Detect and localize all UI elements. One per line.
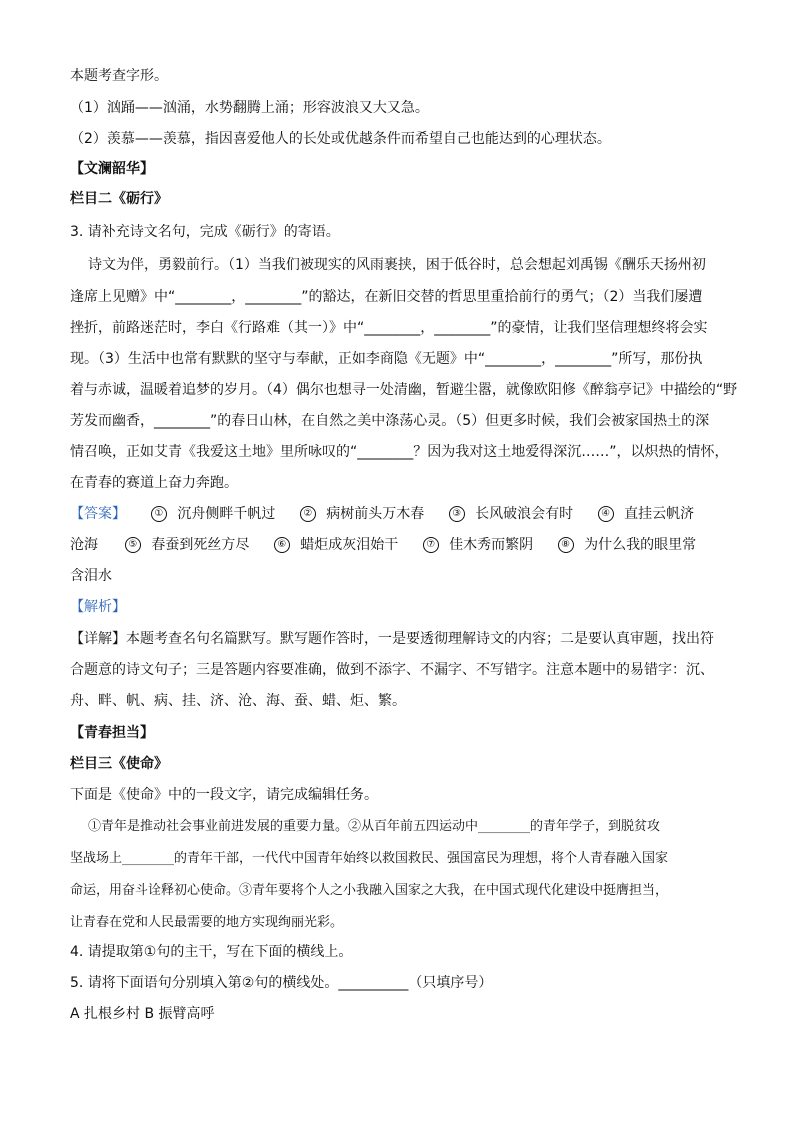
detail-line: 【详解】本题考查名句名篇默写。默写题作答时，一是要透彻理解诗文的内容；二是要认真审题，找出符	[70, 631, 714, 647]
answer-number: ⑧	[558, 537, 574, 553]
subsection-title: 栏目三《使命》	[70, 756, 168, 772]
question-line: 3. 请补充诗文名句，完成《砺行》的寄语。	[70, 224, 340, 240]
answer-number: ⑥	[274, 537, 290, 553]
text-line: （2）羡慕——羡慕，指因喜爱他人的长处或优越条件而希望自己也能达到的心理状态。	[70, 131, 611, 147]
answer-text: 沉舟侧畔千帆过	[177, 506, 276, 522]
answer-label: 【答案】	[70, 506, 126, 522]
answer-number: ③	[449, 506, 465, 522]
text-line: 在青春的赛道上奋力奔跑。	[70, 475, 238, 491]
answer-text: 长风破浪会有时	[475, 506, 574, 522]
text-line: 现。（3）生活中也常有默默的坚守与奉献，正如李商隐《无题》中“________，________”所写，那份执	[70, 351, 703, 367]
answer-text: 直挂云帆济	[624, 506, 695, 522]
subsection-title: 栏目二《砺行》	[70, 191, 168, 207]
question-line: 5. 请将下面语句分别填入第②句的横线处。__________（只填序号）	[70, 975, 493, 991]
text-line: 着与赤诚，温暖着追梦的岁月。（4）偶尔也想寻一处清幽，暂避尘嚣，就像欧阳修《醉翁亭记》中描绘的“野	[70, 382, 738, 398]
passage-line: 让青春在党和人民最需要的地方实现绚丽光彩。	[70, 915, 344, 930]
answer-number: ①	[151, 506, 167, 522]
text-line: 芳发而幽香，________”的春日山林，在自然之美中涤荡心灵。（5）但更多时候，我们会被家国热土的深	[70, 413, 710, 429]
answer-item	[558, 535, 696, 555]
answer-item	[274, 535, 398, 555]
passage-line: 命运，用奋斗诠释初心使命。③青年要将个人之小我融入国家之大我，在中国式现代化建设中挺膺担当，	[70, 883, 669, 898]
section-title: 【文澜韶华】	[70, 161, 154, 177]
answer-text: 蜡炬成灰泪始干	[300, 537, 399, 553]
answer-row	[70, 504, 724, 524]
detail-line: 舟、畔、帆、病、挂、济、沧、海、蚕、蜡、炬、繁。	[70, 693, 406, 709]
analysis-label: 【解析】	[70, 599, 126, 615]
text-line: 诗文为伴，勇毅前行。（1）当我们被现实的风雨裹挟，困于低谷时，总会想起刘禹锡《酬乐天扬州初	[88, 257, 706, 273]
answer-text: 沧海	[70, 537, 98, 553]
text-line: 下面是《使命》中的一段文字，请完成编辑任务。	[70, 787, 378, 803]
answer-text: 春蚕到死丝方尽	[151, 537, 250, 553]
section-title: 【青春担当】	[70, 725, 154, 741]
text-line: 本题考查字形。	[70, 68, 168, 84]
answer-number: ④	[598, 506, 614, 522]
text-line: 逢席上见赠》中“________，________”的豁达，在新旧交替的哲思里重拾前行的勇气；（2）当我们屡遭	[70, 289, 703, 305]
passage-line: 坚战场上________的青年干部，一代代中国青年始终以救国救民、强国富民为理想，将个人青春融入国家	[70, 851, 669, 866]
answer-item	[449, 504, 573, 524]
answer-item	[125, 535, 249, 555]
answer-number: ②	[300, 506, 316, 522]
answer-number: ⑦	[423, 537, 439, 553]
answer-item	[598, 504, 694, 524]
answer-text: 佳木秀而繁阴	[449, 537, 534, 553]
text-line: 情召唤，正如艾青《我爱这土地》里所咏叹的“________？因为我对这土地爱得深沉……”，以炽热的情怀，	[70, 444, 729, 460]
answer-row: 含泪水	[70, 568, 112, 584]
answer-item	[300, 504, 424, 524]
answer-number: ⑤	[125, 537, 141, 553]
answer-item	[151, 504, 275, 524]
text-line: 挫折，前路迷茫时，李白《行路难（其一）》中“________，________”的豪情，让我们坚信理想终将会实	[70, 320, 708, 336]
detail-line: 合题意的诗文句子；三是答题内容要准确，做到不添字、不漏字、不写错字。注意本题中的易错字：沉、	[70, 662, 714, 678]
answer-text: 为什么我的眼里常	[584, 537, 697, 553]
passage-line: ①青年是推动社会事业前进发展的重要力量。②从百年前五四运动中________的青年学子，到脱贫攻	[88, 819, 661, 834]
answer-item	[423, 535, 533, 555]
text-line: （1）汹踊——汹涌，水势翻腾上涌；形容波浪又大又急。	[70, 100, 429, 116]
answer-row	[70, 535, 724, 555]
question-line: 4. 请提取第①句的主干，写在下面的横线上。	[70, 944, 353, 960]
options-line: A 扎根乡村 B 振臂高呼	[70, 1006, 215, 1022]
answer-text: 病树前头万木春	[326, 506, 425, 522]
